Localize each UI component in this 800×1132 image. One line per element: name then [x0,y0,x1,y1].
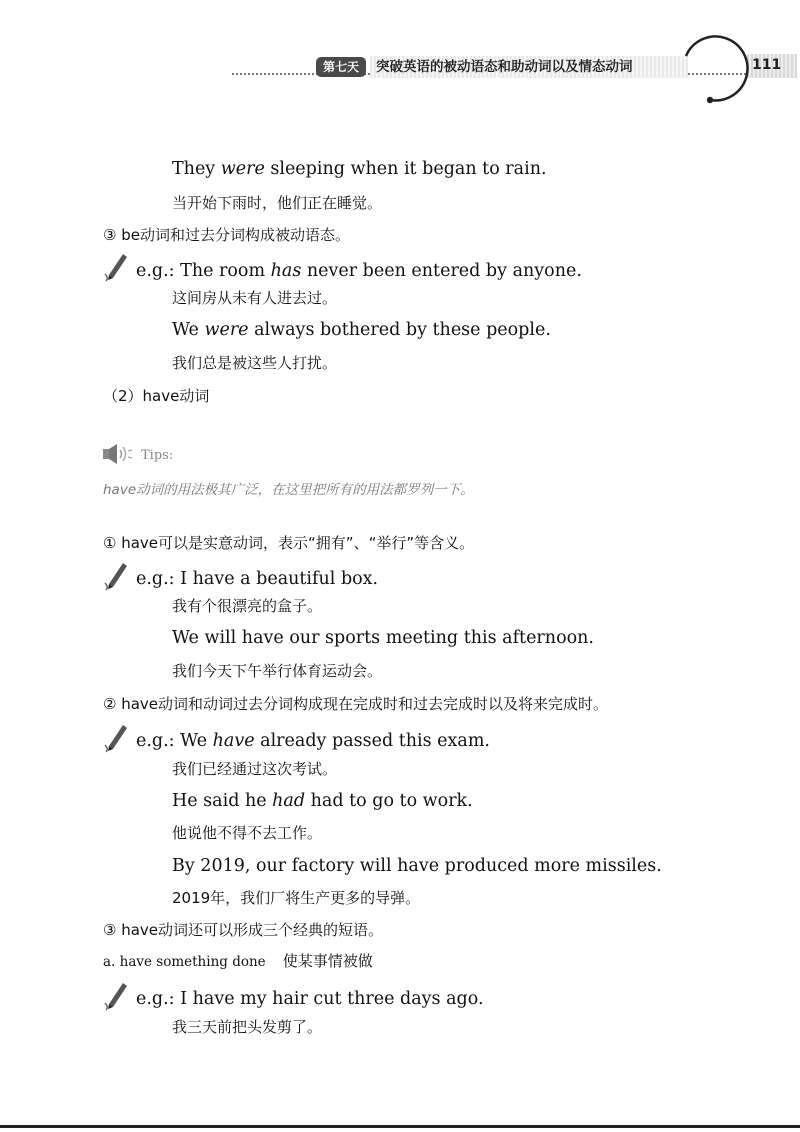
example-2: We were always bothered by these people. [172,320,551,340]
chapter-title: 突破英语的被动语态和助动词以及情态动词 [376,59,633,75]
pen-icon [103,723,129,753]
example-6-translation: 他说他不得不去工作。 [172,824,323,842]
example-6: He said he had had to go to work. [172,791,473,811]
point-3-be: ③ be动词和过去分词构成被动语态。 [103,226,350,244]
chapter-badge: 第七天 [316,57,366,77]
example-1: e.g.: The room has never been entered by anyone. [136,261,582,281]
bottom-border [0,1125,800,1128]
example-7-translation: 2019年，我们厂将生产更多的导弹。 [172,889,421,907]
phrase-a-english: a. have something done [103,954,266,970]
speaker-icon [101,442,137,466]
example-2-translation: 我们总是被这些人打扰。 [172,354,338,372]
tips-text: have动词的用法极其广泛，在这里把所有的用法都罗列一下。 [103,482,474,498]
example-3: e.g.: I have a beautiful box. [136,569,379,589]
pen-icon [103,561,129,591]
example-1-translation: 这间房从未有人进去过。 [172,289,338,307]
have-point-1: ① have可以是实意动词，表示“拥有”、“举行”等含义。 [103,534,475,552]
example-5: e.g.: We have already passed this exam. [136,731,490,751]
have-point-3: ③ have动词还可以形成三个经典的短语。 [103,921,384,939]
pen-icon [103,981,129,1011]
header-arc-decoration [676,28,756,108]
sentence-1: They were sleeping when it began to rain. [172,159,547,179]
example-4-translation: 我们今天下午举行体育运动会。 [172,662,383,680]
translation-1: 当开始下雨时，他们正在睡觉。 [172,194,383,212]
pen-icon [103,252,129,282]
have-point-2: ② have动词和动词过去分词构成现在完成时和过去完成时以及将来完成时。 [103,695,609,713]
page-number: 111 [752,57,782,73]
phrase-a-chinese: 使某事情被做 [282,952,373,970]
example-8-translation: 我三天前把头发剪了。 [172,1018,323,1036]
example-7: By 2019, our factory will have produced more missiles. [172,856,662,876]
tips-label: Tips: [141,448,174,463]
example-5-translation: 我们已经通过这次考试。 [172,760,338,778]
example-4: We will have our sports meeting this afternoon. [172,628,594,648]
phrase-a [103,951,373,971]
example-3-translation: 我有个很漂亮的盒子。 [172,597,323,615]
section-2-heading: （2）have动词 [103,387,210,405]
example-8: e.g.: I have my hair cut three days ago. [136,989,484,1009]
